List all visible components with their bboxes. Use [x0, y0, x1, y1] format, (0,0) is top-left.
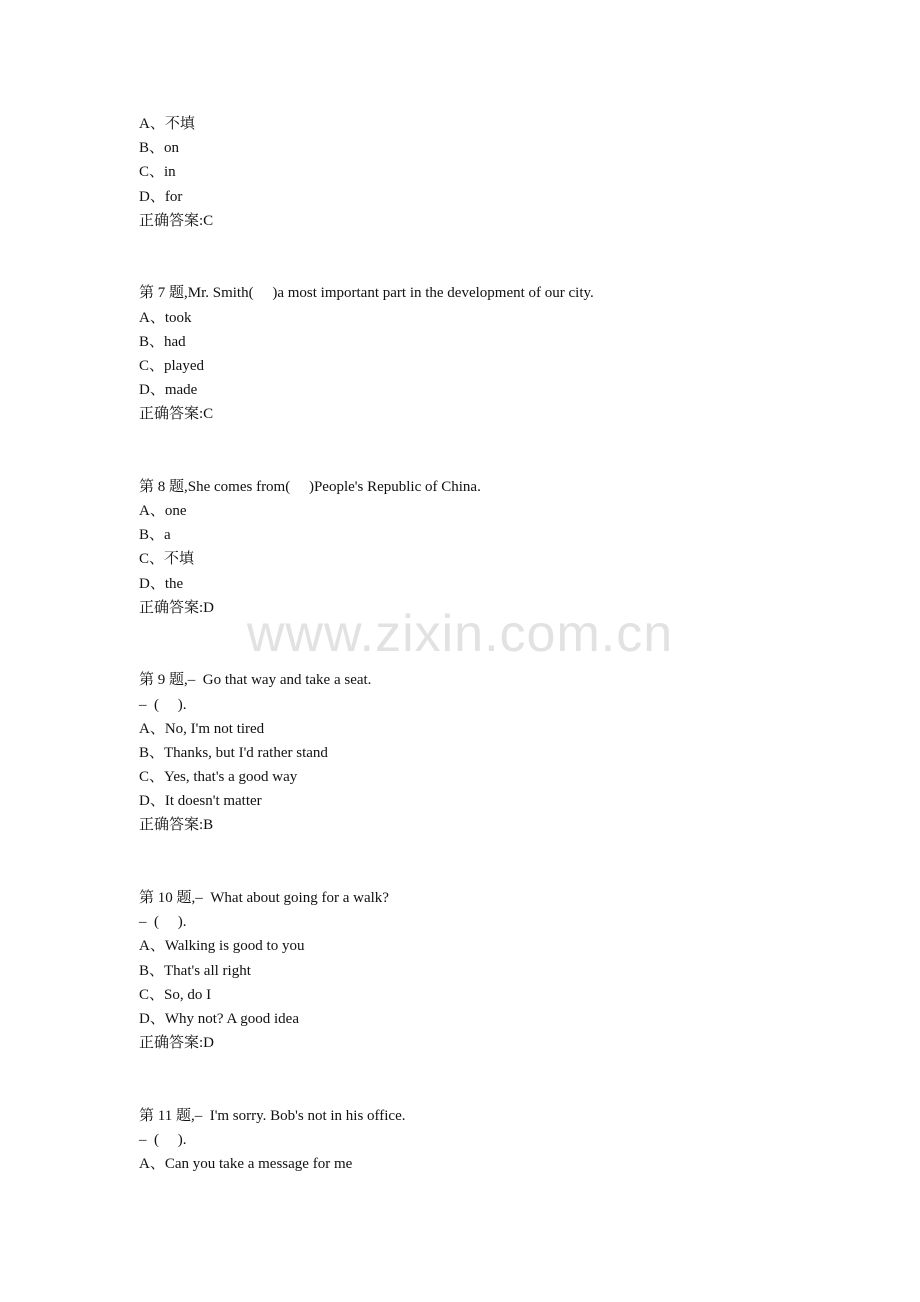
option-c: C、played: [139, 357, 204, 374]
option-d: D、for: [139, 188, 183, 205]
question-block: [139, 475, 839, 620]
option-a: A、No, I'm not tired: [139, 720, 265, 737]
question-stem: 第 8 题,She comes from( )People's Republic of China.: [139, 478, 481, 495]
option-a: A、不填: [139, 116, 195, 132]
question-response-line: – ( ).: [139, 696, 187, 713]
question-block: [139, 886, 839, 1055]
question-stem: 第 9 题,– Go that way and take a seat.: [139, 672, 372, 689]
document-body: [139, 112, 839, 1176]
option-b: B、That's all right: [139, 962, 251, 979]
question-stem: 第 7 题,Mr. Smith( )a most important part in the development of our city.: [139, 285, 594, 302]
question-block: [139, 668, 839, 837]
option-d: D、Why not? A good idea: [139, 1011, 299, 1027]
question-stem: 第 11 题,– I'm sorry. Bob's not in his office.: [139, 1107, 406, 1124]
question-response-line: – ( ).: [139, 1131, 187, 1148]
option-d: D、made: [139, 382, 198, 399]
option-c: C、So, do I: [139, 986, 212, 1003]
correct-answer: 正确答案:C: [139, 406, 214, 423]
option-c: C、in: [139, 164, 176, 181]
block-spacer: [139, 233, 839, 281]
question-block: [139, 1104, 839, 1177]
question-response-line: – ( ).: [139, 914, 187, 931]
block-spacer: [139, 838, 839, 886]
option-b: B、Thanks, but I'd rather stand: [139, 744, 328, 761]
correct-answer: 正确答案:B: [139, 817, 214, 834]
option-b: B、a: [139, 527, 171, 544]
watermark-text: www.zixin.com.cn: [246, 605, 674, 663]
question-stem: 第 10 题,– What about going for a walk?: [139, 890, 389, 907]
option-a: A、Can you take a message for me: [139, 1156, 353, 1173]
block-spacer: [139, 620, 839, 668]
option-d: D、the: [139, 575, 184, 592]
correct-answer: 正确答案:C: [139, 212, 214, 229]
block-spacer: [139, 1055, 839, 1103]
option-d: D、It doesn't matter: [139, 793, 262, 810]
correct-answer: 正确答案:D: [139, 1035, 215, 1052]
question-block: [139, 112, 839, 233]
option-a: A、one: [139, 503, 187, 520]
option-a: A、took: [139, 309, 192, 326]
option-a: A、Walking is good to you: [139, 938, 305, 955]
option-b: B、on: [139, 140, 180, 157]
question-block: [139, 281, 839, 426]
block-spacer: [139, 426, 839, 474]
correct-answer: 正确答案:D: [139, 599, 215, 616]
option-b: B、had: [139, 333, 186, 350]
option-c: C、不填: [139, 551, 195, 568]
option-c: C、Yes, that's a good way: [139, 769, 298, 786]
